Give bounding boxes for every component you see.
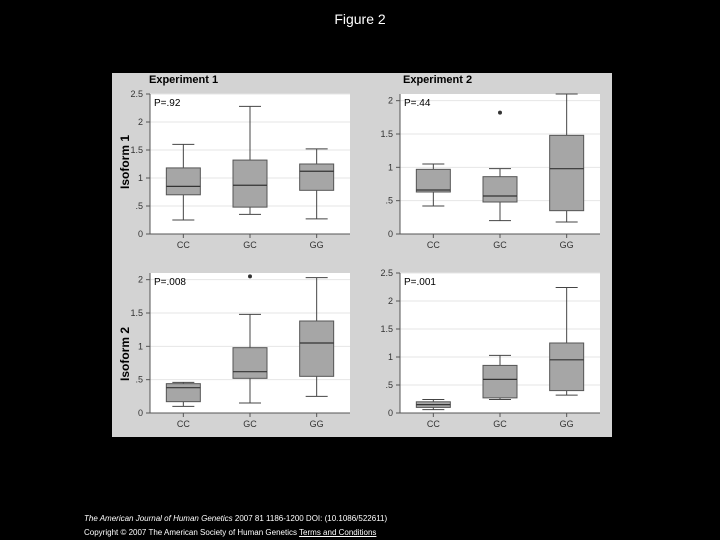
y-tick-label: 2 [387,95,393,106]
x-tick-label: GC [493,240,507,250]
iqr-box [550,135,584,210]
y-tick-label: 2 [137,274,143,285]
y-tick-label: 1 [387,352,393,362]
copyright-line [84,528,376,537]
x-tick-label: GC [243,240,257,250]
journal-name: The American Journal of Human Genetics [84,514,233,523]
outlier-point [248,274,252,278]
x-tick-label: CC [176,240,190,250]
iqr-box [483,177,517,202]
y-tick-label: 2.5 [380,268,393,278]
boxplot-panel-exp1-isoform2 [112,265,362,437]
x-tick-label: GG [309,240,324,250]
y-tick-label: .5 [135,374,143,385]
y-tick-label: 1 [137,173,143,183]
x-tick-label: GC [243,419,257,429]
y-tick-label: 2 [137,117,143,127]
iqr-box [483,365,517,397]
y-tick-label: .5 [135,201,143,211]
boxplot-panel-exp1-isoform1 [112,86,362,258]
p-value-annotation: P=.44 [404,98,431,109]
y-tick-label: 0 [387,229,393,239]
x-tick-label: GG [559,240,574,250]
iqr-box [416,169,450,192]
citation-text: 2007 81 1186-1200 DOI: (10.1086/522611) [234,514,388,523]
experiment-1-title: Experiment 1 [149,74,219,86]
y-tick-label: 0 [387,408,393,418]
iqr-box [166,384,200,402]
y-tick-label: 1.5 [380,129,393,139]
iqr-box [233,160,267,207]
y-tick-label: 2.5 [130,89,143,99]
iqr-box [300,164,334,190]
x-tick-label: CC [426,240,440,250]
boxplot-panel-exp2-isoform2 [362,265,612,437]
x-tick-label: GC [493,419,507,429]
figure-panel-group [112,73,612,437]
p-value-annotation: P=.008 [154,277,186,288]
iqr-box [550,343,584,391]
terms-link[interactable]: Terms and Conditions [299,528,377,537]
x-tick-label: CC [176,419,190,429]
copyright-text: Copyright © 2007 The American Society of Human Genetics [84,528,297,537]
iqr-box [166,168,200,195]
isoform-1-label: Isoform 1 [118,135,132,190]
experiment-2-title: Experiment 2 [403,74,473,86]
y-tick-label: 2 [387,296,393,306]
y-tick-label: 1.5 [380,324,393,334]
y-tick-label: .5 [385,380,393,390]
y-tick-label: 1 [137,341,143,352]
x-tick-label: GG [559,419,574,429]
boxplot-panel-exp2-isoform1 [362,86,612,258]
outlier-point [498,111,502,115]
figure-title: Figure 2 [334,11,386,27]
citation-line [84,514,387,523]
p-value-annotation: P=.92 [154,98,181,109]
p-value-annotation: P=.001 [404,277,436,288]
x-tick-label: CC [426,419,440,429]
y-tick-label: 1.5 [130,308,143,318]
isoform-2-label: Isoform 2 [118,327,132,382]
y-tick-label: 0 [137,229,143,239]
y-tick-label: .5 [385,195,393,206]
iqr-box [233,348,267,379]
y-tick-label: 1 [387,162,393,173]
x-tick-label: GG [309,419,324,429]
iqr-box [300,321,334,376]
y-tick-label: 1.5 [130,145,143,155]
y-tick-label: 0 [137,408,143,418]
